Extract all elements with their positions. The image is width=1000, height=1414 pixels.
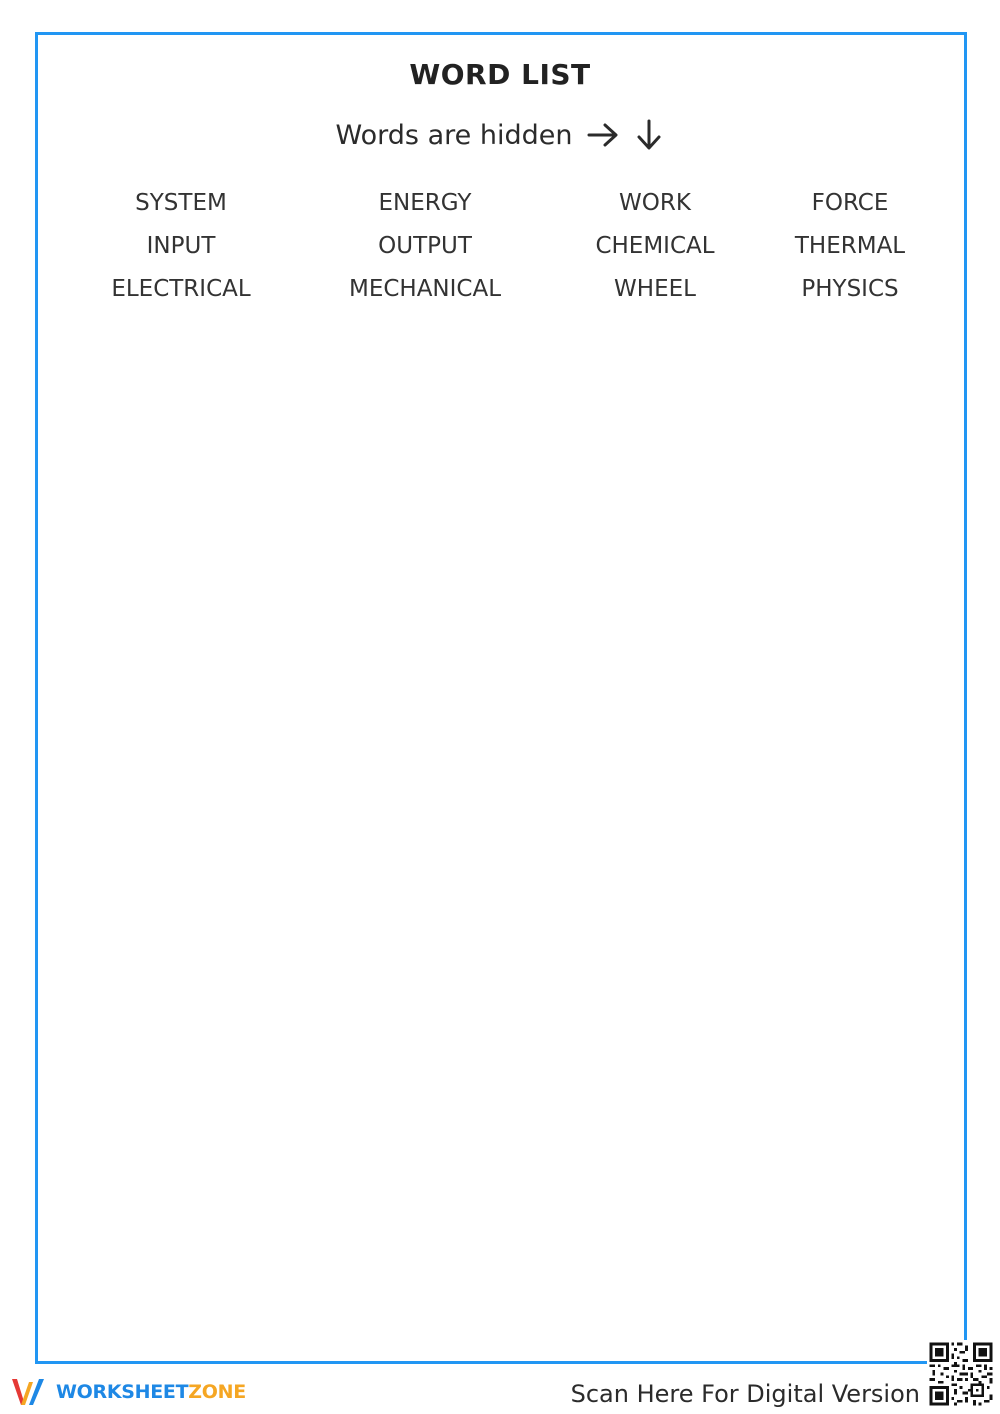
- qr-code-icon[interactable]: [927, 1340, 995, 1408]
- word-item: THERMAL: [794, 233, 906, 259]
- brand-name: WORKSHEETZONE: [56, 1381, 246, 1403]
- word-item: FORCE: [811, 190, 889, 216]
- word-item: WHEEL: [614, 276, 696, 302]
- page-title: WORD LIST: [409, 58, 591, 91]
- word-item: ENERGY: [378, 190, 472, 216]
- word-item: MECHANICAL: [348, 276, 502, 302]
- worksheetzone-logo-icon: [10, 1376, 50, 1408]
- arrow-right-icon: [586, 120, 620, 150]
- word-item: SYSTEM: [135, 190, 227, 216]
- instructions: [0, 118, 1000, 152]
- brand-logo: [10, 1376, 246, 1408]
- scan-label: Scan Here For Digital Version: [570, 1380, 920, 1408]
- word-list: [0, 190, 1000, 320]
- word-item: ELECTRICAL: [111, 276, 251, 302]
- instructions-text: Words are hidden: [335, 119, 573, 151]
- word-item: WORK: [619, 190, 691, 216]
- word-item: CHEMICAL: [595, 233, 715, 259]
- word-item: INPUT: [146, 233, 216, 259]
- word-item: OUTPUT: [378, 233, 472, 259]
- arrow-down-icon: [634, 118, 664, 152]
- word-item: PHYSICS: [801, 276, 899, 302]
